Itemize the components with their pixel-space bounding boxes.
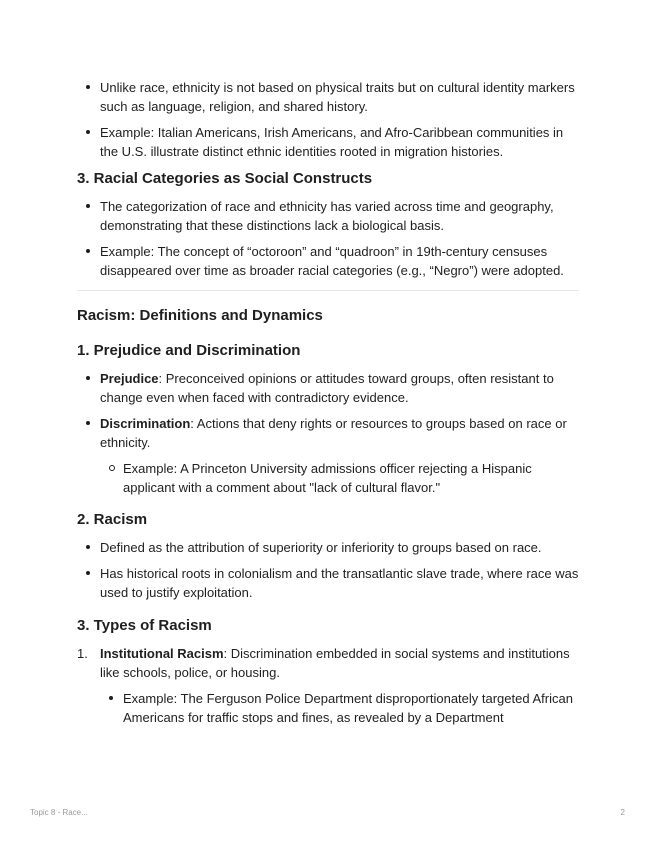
section-heading: 3. Racial Categories as Social Constructs [77,170,373,187]
sub-list-item: Example: A Princeton University admissions officer rejecting a Hispanic applicant with a comment about "lack of cultural flavor." [123,459,579,497]
list-item: Unlike race, ethnicity is not based on physical traits but on cultural identity markers such as language, religion, and shared history. [100,78,579,116]
list-item: Has historical roots in colonialism and the transatlantic slave trade, where race was used to justify exploitation. [100,566,579,600]
section-heading: 1. Prejudice and Discrimination [77,342,301,359]
page-content [77,78,579,727]
racism-list [77,538,579,602]
term: Discrimination [100,416,191,431]
social-constructs-list [77,197,579,280]
list-item [100,369,579,407]
section-title: Racism: Definitions and Dynamics [77,307,323,324]
definition: : Preconceived opinions or attitudes toward groups, often resistant to change even when faced with contradictory evidence. [100,371,554,405]
intro-list [77,78,579,161]
term: Institutional Racism [100,646,224,661]
list-item: Defined as the attribution of superiority or inferiority to groups based on race. [100,538,579,557]
definition: : Actions that deny rights or resources to groups based on race or ethnicity. [100,416,567,450]
sub-list-item: Example: The Ferguson Police Department disproportionately targeted African Americans for traffic stops and fines, as revealed by a Department [123,689,579,727]
prejudice-list [77,369,579,497]
term: Prejudice [100,371,159,386]
sub-list [100,459,579,497]
definition: : Discrimination embedded in social systems and institutions like schools, police, or housing. [100,646,570,680]
list-number: 1. [77,646,88,661]
list-item: Example: The concept of “octoroon” and “quadroon” in 19th-century censuses disappeared over time as broader racial categories (e.g., “Negro”) were adopted. [100,242,579,280]
list-item: The categorization of race and ethnicity has varied across time and geography, demonstrating that these distinctions lack a biological basis. [100,197,579,235]
section-heading: 2. Racism [77,511,148,528]
list-item [100,414,579,497]
list-item: Example: Italian Americans, Irish Americans, and Afro-Caribbean communities in the U.S. illustrate distinct ethnic identities rooted in migration histories. [100,123,579,161]
section-heading: 3. Types of Racism [77,617,212,634]
sub-list [100,689,579,727]
types-list [77,644,579,727]
footer-title: Topic 8 - Race... [30,808,88,817]
page-number: 2 [620,808,625,817]
list-item [77,644,579,727]
section-divider [77,290,579,291]
